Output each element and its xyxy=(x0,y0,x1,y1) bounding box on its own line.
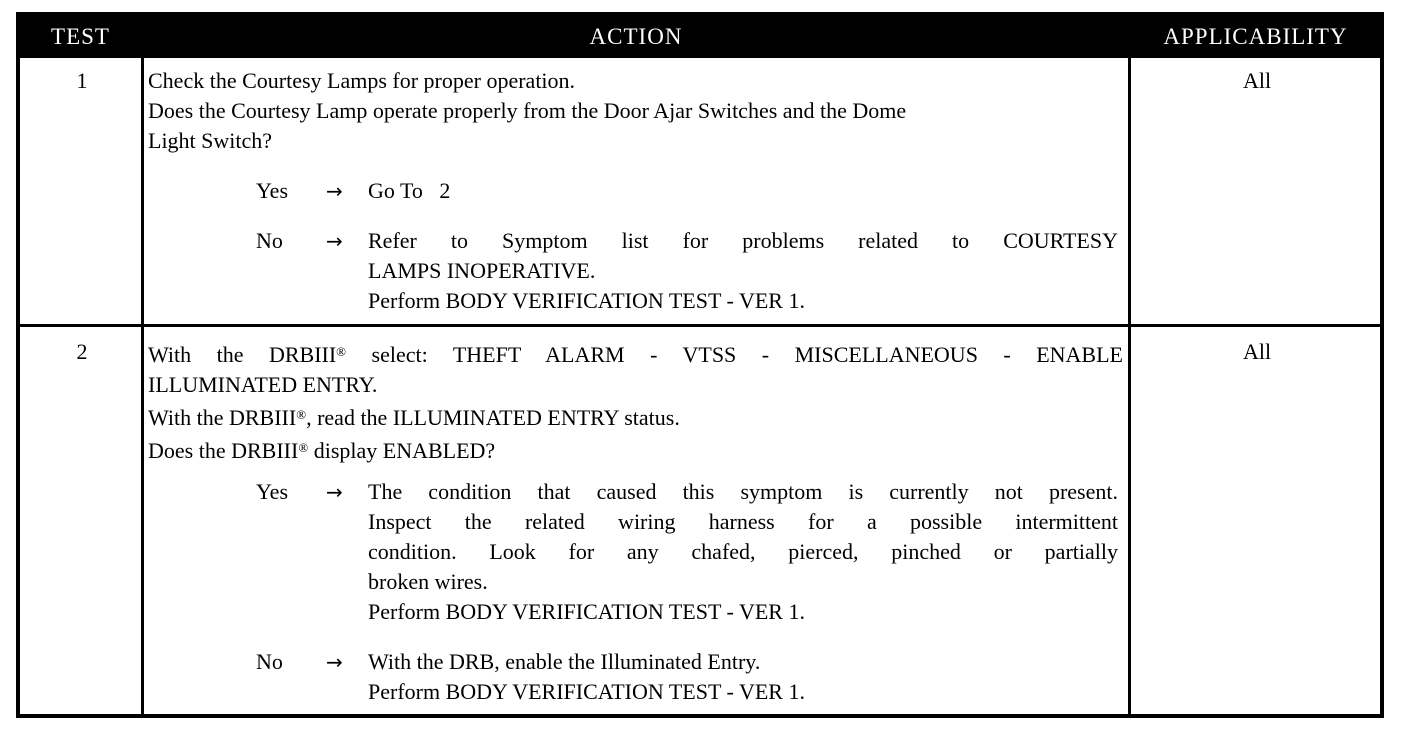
yes-result xyxy=(368,477,1118,627)
result-line: Perform BODY VERIFICATION TEST - VER 1. xyxy=(368,288,805,313)
no-result xyxy=(368,226,1118,316)
prompt-line xyxy=(148,433,1123,466)
result-line: broken wires. xyxy=(368,569,488,594)
prompt-text: display ENABLED? xyxy=(308,438,496,463)
table-header xyxy=(20,16,1380,58)
no-label: No xyxy=(256,649,283,674)
result-line: The condition that caused this symptom is currently not present. xyxy=(368,479,1118,504)
yes-label: Yes xyxy=(256,178,289,203)
prompt-text: Does the DRBIII xyxy=(148,438,299,463)
test-number: 1 xyxy=(76,68,88,93)
header-action: ACTION xyxy=(589,24,683,49)
result-line: Go To 2 xyxy=(368,178,451,203)
prompt-line xyxy=(148,337,1123,370)
prompt-line: Does the Courtesy Lamp operate properly from the Door Ajar Switches and the Dome xyxy=(148,98,907,123)
prompt-line: ILLUMINATED ENTRY. xyxy=(148,372,378,397)
arrow-icon: → xyxy=(326,179,343,203)
result-line: Perform BODY VERIFICATION TEST - VER 1. xyxy=(368,599,805,624)
applicability-value: All xyxy=(1242,339,1272,364)
result-line: Perform BODY VERIFICATION TEST - VER 1. xyxy=(368,679,805,704)
column-divider-test xyxy=(141,58,144,718)
no-result xyxy=(368,647,1118,707)
prompt-line xyxy=(148,400,1123,433)
prompt-line: Check the Courtesy Lamps for proper operation. xyxy=(148,68,576,93)
registered-mark: ® xyxy=(298,440,309,455)
applicability-value: All xyxy=(1242,68,1272,93)
row-divider xyxy=(20,324,1380,327)
result-line: condition. Look for any chafed, pierced, pinched or partially xyxy=(368,539,1118,564)
prompt-text: With the DRBIII xyxy=(148,342,337,367)
arrow-icon: → xyxy=(326,650,343,674)
registered-mark: ® xyxy=(296,407,307,422)
diagnostic-test-table xyxy=(16,12,1384,718)
arrow-icon: → xyxy=(326,480,343,504)
result-line: Inspect the related wiring harness for a possible intermittent xyxy=(368,509,1118,534)
test-number: 2 xyxy=(76,339,88,364)
header-test: TEST xyxy=(51,24,110,49)
arrow-icon: → xyxy=(326,229,343,253)
column-divider-applicability xyxy=(1128,58,1131,718)
no-label: No xyxy=(256,228,283,253)
result-line: With the DRB, enable the Illuminated Entry. xyxy=(368,649,761,674)
header-applicability: APPLICABILITY xyxy=(1163,24,1348,49)
registered-mark: ® xyxy=(336,344,347,359)
yes-result xyxy=(368,176,1118,206)
test-prompt xyxy=(148,66,1123,156)
yes-label: Yes xyxy=(256,479,289,504)
prompt-text: , read the ILLUMINATED ENTRY status. xyxy=(306,405,680,430)
result-line: Refer to Symptom list for problems related to COURTESY xyxy=(368,228,1118,253)
test-prompt xyxy=(148,337,1123,466)
result-line: LAMPS INOPERATIVE. xyxy=(368,258,596,283)
prompt-line: Light Switch? xyxy=(148,128,273,153)
prompt-text: With the DRBIII xyxy=(148,405,297,430)
prompt-text: select: THEFT ALARM - VTSS - MISCELLANEOUS - ENABLE xyxy=(346,342,1123,367)
